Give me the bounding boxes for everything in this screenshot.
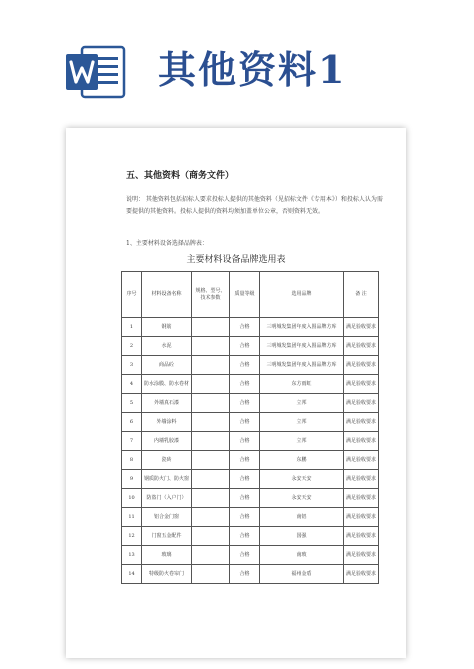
table-row [122, 489, 379, 508]
table-cell-brand: 永安天安 [260, 489, 344, 508]
table-cell-brand: 南玻 [260, 546, 344, 565]
table-cell-spec [192, 432, 230, 451]
table-row [122, 508, 379, 527]
col-header-grade: 质量等级 [230, 272, 260, 318]
table-cell-grade: 合格 [230, 489, 260, 508]
table-cell-name: 特级防火卷帘门 [142, 565, 192, 584]
table-cell-brand: 东鹏 [260, 451, 344, 470]
table-cell-grade: 合格 [230, 394, 260, 413]
table-row [122, 546, 379, 565]
table-cell-no: 13 [122, 546, 142, 565]
table-cell-spec [192, 337, 230, 356]
description-paragraph: 说明： 其他资料包括招标人要求投标人提供的其他资料（见招标文件《专用本》）和投标人认为需要提供的其他资料。投标人提供的资料均须加盖单位公章，否则资料无效。 [126, 196, 383, 215]
table-cell-no: 6 [122, 413, 142, 432]
table-cell-name: 外墙涂料 [142, 413, 192, 432]
table-cell-brand: 三明城发集团年度入围品牌方库 [260, 356, 344, 375]
table-cell-no: 9 [122, 470, 142, 489]
col-header-note: 备 注 [344, 272, 379, 318]
table-cell-name: 铝合金门窗 [142, 508, 192, 527]
table-cell-note: 满足验收要求 [344, 432, 379, 451]
table-cell-note: 满足验收要求 [344, 565, 379, 584]
table-cell-no: 7 [122, 432, 142, 451]
header-banner [0, 0, 474, 118]
table-cell-brand: 三明城发集团年度入围品牌方库 [260, 337, 344, 356]
table-cell-brand: 三明城发集团年度入围品牌方库 [260, 318, 344, 337]
table-cell-no: 10 [122, 489, 142, 508]
table-row [122, 432, 379, 451]
table-row [122, 394, 379, 413]
table-cell-spec [192, 565, 230, 584]
table-cell-grade: 合格 [230, 546, 260, 565]
table-cell-spec [192, 394, 230, 413]
table-cell-grade: 合格 [230, 375, 260, 394]
table-cell-no: 1 [122, 318, 142, 337]
table-cell-spec [192, 318, 230, 337]
table-cell-note: 满足验收要求 [344, 318, 379, 337]
table-header-row [122, 272, 379, 318]
table-row [122, 375, 379, 394]
table-cell-note: 满足验收要求 [344, 489, 379, 508]
table-cell-no: 8 [122, 451, 142, 470]
table-cell-note: 满足验收要求 [344, 413, 379, 432]
table-cell-grade: 合格 [230, 527, 260, 546]
table-cell-no: 5 [122, 394, 142, 413]
table-cell-note: 满足验收要求 [344, 375, 379, 394]
table-cell-note: 满足验收要求 [344, 337, 379, 356]
table-cell-grade: 合格 [230, 337, 260, 356]
table-cell-no: 2 [122, 337, 142, 356]
table-row [122, 565, 379, 584]
table-row [122, 451, 379, 470]
table-cell-name: 内墙乳胶漆 [142, 432, 192, 451]
table-cell-name: 钢质防火门、防火窗 [142, 470, 192, 489]
table-cell-note: 满足验收要求 [344, 451, 379, 470]
table-cell-brand: 国强 [260, 527, 344, 546]
col-header-brand: 选用品牌 [260, 272, 344, 318]
table-cell-name: 外墙真石漆 [142, 394, 192, 413]
table-cell-name: 水泥 [142, 337, 192, 356]
table-cell-grade: 合格 [230, 318, 260, 337]
table-cell-spec [192, 356, 230, 375]
document-page [66, 128, 406, 658]
brand-table [121, 271, 379, 584]
table-cell-spec [192, 508, 230, 527]
table-cell-note: 满足验收要求 [344, 546, 379, 565]
table-row [122, 318, 379, 337]
table-row [122, 527, 379, 546]
table-cell-name: 防水涂膜、防水卷材 [142, 375, 192, 394]
table-cell-brand: 立邦 [260, 413, 344, 432]
table-cell-spec [192, 375, 230, 394]
table-cell-brand: 南铝 [260, 508, 344, 527]
col-header-spec: 规格、型号、技术参数 [192, 272, 230, 318]
table-cell-name: 玻璃 [142, 546, 192, 565]
table-cell-note: 满足验收要求 [344, 470, 379, 489]
table-cell-name: 门窗五金配件 [142, 527, 192, 546]
table-cell-spec [192, 546, 230, 565]
table-cell-name: 商品砼 [142, 356, 192, 375]
table-cell-brand: 立邦 [260, 432, 344, 451]
table-cell-note: 满足验收要求 [344, 527, 379, 546]
table-cell-note: 满足验收要求 [344, 508, 379, 527]
table-cell-note: 满足验收要求 [344, 356, 379, 375]
col-header-name: 材料设备名称 [142, 272, 192, 318]
table-cell-grade: 合格 [230, 413, 260, 432]
table-cell-no: 12 [122, 527, 142, 546]
table-cell-grade: 合格 [230, 508, 260, 527]
table-cell-grade: 合格 [230, 451, 260, 470]
table-cell-brand: 立邦 [260, 394, 344, 413]
col-header-no: 序号 [122, 272, 142, 318]
table-cell-brand: 福州金盾 [260, 565, 344, 584]
table-cell-brand: 永安天安 [260, 470, 344, 489]
table-cell-spec [192, 489, 230, 508]
table-cell-grade: 合格 [230, 432, 260, 451]
table-row [122, 470, 379, 489]
table-cell-spec [192, 451, 230, 470]
table-cell-grade: 合格 [230, 470, 260, 489]
item-heading: 1、主要材料设备选择品牌表： [126, 240, 208, 247]
document-title: 其他资料1 [158, 47, 347, 92]
table-cell-grade: 合格 [230, 356, 260, 375]
table-cell-no: 4 [122, 375, 142, 394]
table-cell-no: 14 [122, 565, 142, 584]
table-cell-grade: 合格 [230, 565, 260, 584]
table-cell-name: 瓷砖 [142, 451, 192, 470]
table-cell-spec [192, 413, 230, 432]
section-heading: 五、其他资料（商务文件） [126, 171, 235, 181]
table-title: 主要材料设备品牌选用表 [186, 255, 286, 265]
table-cell-name: 钢筋 [142, 318, 192, 337]
table-cell-no: 3 [122, 356, 142, 375]
table-row [122, 356, 379, 375]
table-row [122, 413, 379, 432]
table-cell-no: 11 [122, 508, 142, 527]
table-cell-name: 防盗门（入户门） [142, 489, 192, 508]
table-cell-brand: 东方雨虹 [260, 375, 344, 394]
table-cell-spec [192, 527, 230, 546]
table-cell-spec [192, 470, 230, 489]
table-row [122, 337, 379, 356]
table-cell-note: 满足验收要求 [344, 394, 379, 413]
word-logo-icon [64, 44, 126, 100]
